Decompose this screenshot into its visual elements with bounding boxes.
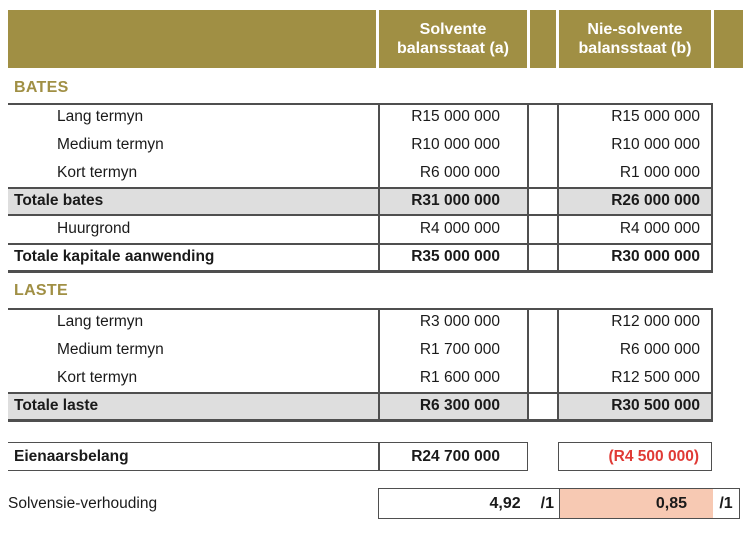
table-row — [8, 336, 743, 364]
value-solvente: R10 000 000 — [411, 136, 500, 153]
row-label: Kort termyn — [57, 369, 138, 386]
table-row — [8, 308, 743, 336]
ratio-cell-nie-solvente-highlighted — [559, 489, 713, 518]
row-label: Medium termyn — [57, 136, 164, 153]
section-title-bates: BATES — [14, 79, 69, 96]
value-nie-solvente: R30 500 000 — [611, 396, 700, 414]
row-label: Kort termyn — [57, 164, 138, 181]
value-nie-solvente: R6 000 000 — [619, 341, 700, 358]
ratio-cell-solvente — [379, 489, 559, 518]
header-right-cell — [714, 10, 743, 68]
value-nie-solvente: R12 500 000 — [611, 369, 700, 386]
table-row — [8, 215, 743, 242]
ratio-unit-nie-solvente: /1 — [719, 494, 733, 512]
header-col-a-line2: balansstaat (a) — [396, 40, 510, 57]
total-laste-row — [8, 392, 743, 419]
row-label: Medium termyn — [57, 341, 164, 358]
value-solvente: R35 000 000 — [411, 247, 500, 265]
ratio-box — [378, 488, 740, 519]
header-col-b-line2: balansstaat (b) — [578, 40, 692, 57]
table-row — [8, 103, 743, 131]
table-row — [8, 159, 743, 187]
total-kapitale-row — [8, 243, 743, 270]
header-col-b-line1: Nie-solvente — [587, 21, 683, 38]
table-row — [8, 364, 743, 392]
value-solvente: R6 300 000 — [419, 396, 500, 414]
row-label: Totale kapitale aanwending — [14, 247, 215, 265]
equity-negative-value: (R4 500 000) — [558, 442, 712, 471]
value-solvente: R1 600 000 — [419, 369, 500, 386]
value-nie-solvente: R26 000 000 — [611, 191, 700, 209]
header-gap-cell — [530, 10, 556, 68]
row-label: Lang termyn — [57, 108, 144, 125]
table-row — [8, 131, 743, 159]
total-bates-row — [8, 187, 743, 214]
header-col-a-line1: Solvente — [419, 21, 487, 38]
value-solvente: R15 000 000 — [411, 108, 500, 125]
value-nie-solvente: R1 000 000 — [619, 164, 700, 181]
table-divider — [8, 270, 712, 273]
ratio-label: Solvensie-verhouding — [8, 494, 158, 512]
row-label: Huurgrond — [57, 219, 131, 237]
value-nie-solvente: R10 000 000 — [611, 136, 700, 153]
value-nie-solvente: R4 000 000 — [619, 219, 700, 237]
value-solvente: R6 000 000 — [419, 164, 500, 181]
value-nie-solvente: R12 000 000 — [611, 313, 700, 330]
header-col-a — [379, 10, 527, 68]
value-solvente: R24 700 000 — [411, 447, 500, 465]
value-solvente: R31 000 000 — [411, 191, 500, 209]
value-solvente: R1 700 000 — [419, 341, 500, 358]
row-label: Lang termyn — [57, 313, 144, 330]
section-title-laste: LASTE — [14, 282, 68, 299]
value-nie-solvente: R15 000 000 — [611, 108, 700, 125]
row-label: Totale laste — [14, 396, 99, 414]
value-nie-solvente: R30 000 000 — [611, 247, 700, 265]
value-solvente: R3 000 000 — [419, 313, 500, 330]
ratio-value-solvente: 4,92 — [489, 494, 521, 512]
header-empty-cell — [8, 10, 376, 68]
ratio-unit-solvente: /1 — [540, 494, 554, 512]
value-solvente: R4 000 000 — [419, 219, 500, 237]
header-col-b — [559, 10, 711, 68]
table-divider — [8, 419, 712, 422]
row-label: Totale bates — [14, 191, 104, 209]
ratio-value-nie-solvente: 0,85 — [655, 494, 687, 512]
row-label: Eienaarsbelang — [14, 447, 129, 465]
